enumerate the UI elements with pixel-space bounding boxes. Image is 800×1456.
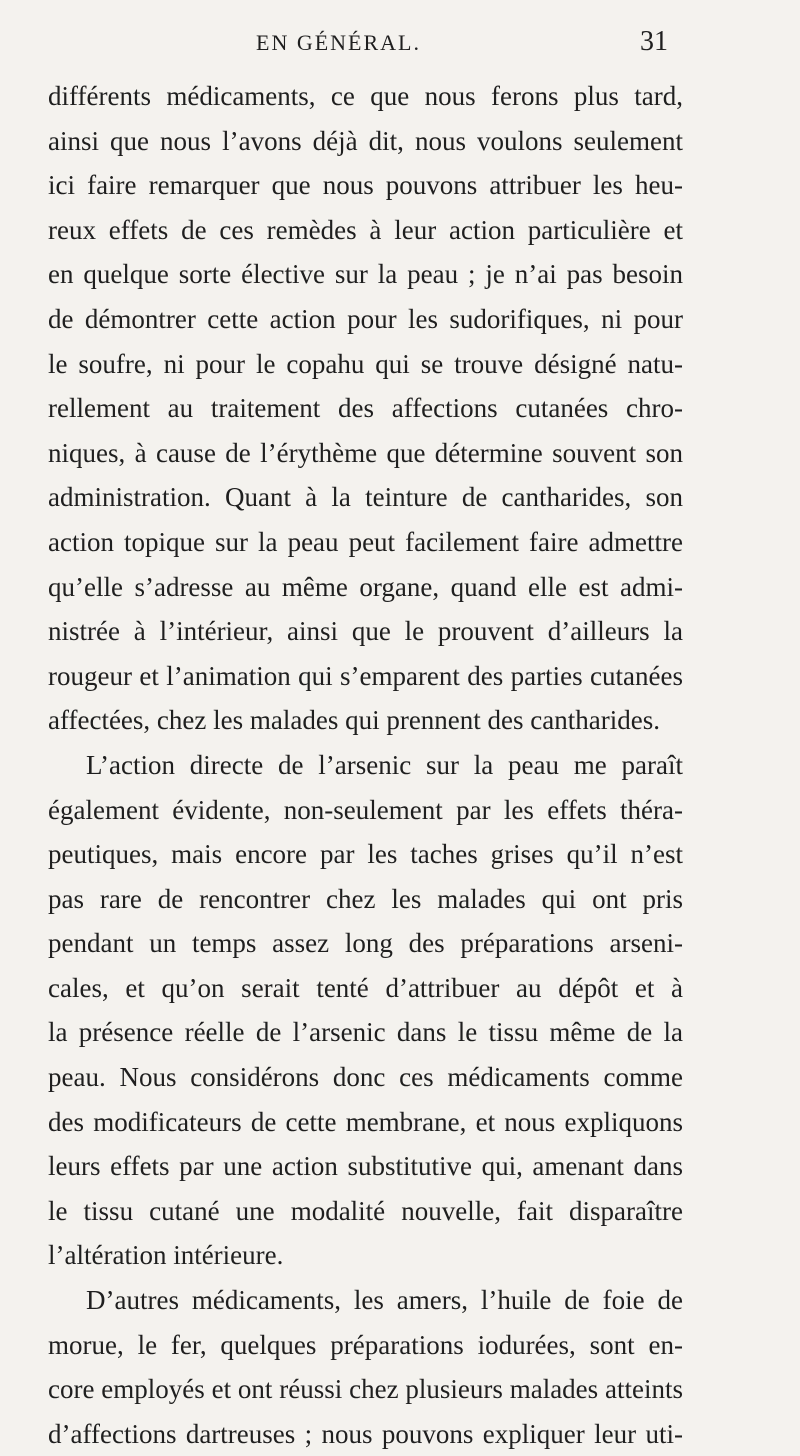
text-line: core employés et ont réussi chez plusieurs malades atteints [48, 1374, 683, 1405]
text-line: également évidente, non-seulement par les effets théra- [48, 794, 683, 825]
body-text [48, 74, 683, 1456]
text-line: de démontrer cette action pour les sudorifiques, ni pour [48, 303, 683, 334]
paragraph-start-line: L’action directe de l’arsenic sur la peau me paraît [86, 749, 683, 780]
text-line: le tissu cutané une modalité nouvelle, fait disparaître [48, 1195, 683, 1226]
text-line: cales, et qu’on serait tenté d’attribuer au dépôt et à [48, 972, 683, 1003]
text-line: qu’elle s’adresse au même organe, quand elle est admi- [48, 571, 683, 602]
page-number: 31 [640, 26, 668, 57]
text-line: peau. Nous considérons donc ces médicaments comme [48, 1062, 683, 1093]
text-line: en quelque sorte élective sur la peau ; je n’ai pas besoin [48, 259, 683, 290]
text-line: leurs effets par une action substitutive qui, amenant dans [48, 1151, 683, 1182]
text-line: des modificateurs de cette membrane, et nous expliquons [48, 1106, 683, 1137]
text-line: niques, à cause de l’érythème que détermine souvent son [48, 437, 683, 468]
text-line: le soufre, ni pour le copahu qui se trouve désigné natu- [48, 348, 683, 379]
paragraph-start-line: D’autres médicaments, les amers, l’huile de foie de [86, 1285, 683, 1316]
text-line: rellement au traitement des affections cutanées chro- [48, 393, 683, 424]
text-line: d’affections dartreuses ; nous pouvons expliquer leur uti- [48, 1418, 683, 1449]
text-line: ici faire remarquer que nous pouvons attribuer les heu- [48, 170, 683, 201]
running-title: EN GÉNÉRAL. [256, 30, 421, 55]
text-line: administration. Quant à la teinture de cantharides, son [48, 482, 683, 513]
text-line: nistrée à l’intérieur, ainsi que le prouvent d’ailleurs la [48, 616, 683, 647]
text-line: ainsi que nous l’avons déjà dit, nous voulons seulement [48, 125, 683, 156]
text-line: affectées, chez les malades qui prennent des cantharides. [48, 705, 660, 736]
text-line: action topique sur la peau peut facilement faire admettre [48, 526, 683, 557]
text-line: différents médicaments, ce que nous ferons plus tard, [48, 81, 683, 111]
text-line: reux effets de ces remèdes à leur action particulière et [48, 214, 683, 245]
text-line: la présence réelle de l’arsenic dans le tissu même de la [48, 1017, 683, 1048]
text-line: pendant un temps assez long des préparations arseni- [48, 928, 683, 959]
text-line: morue, le fer, quelques préparations iodurées, sont en- [48, 1329, 683, 1360]
text-line: l’altération intérieure. [48, 1240, 284, 1271]
text-line: rougeur et l’animation qui s’emparent des parties cutanées [48, 660, 683, 691]
text-line: pas rare de rencontrer chez les malades qui ont pris [48, 883, 683, 914]
text-line: peutiques, mais encore par les taches grises qu’il n’est [48, 839, 683, 870]
running-head [0, 28, 800, 68]
